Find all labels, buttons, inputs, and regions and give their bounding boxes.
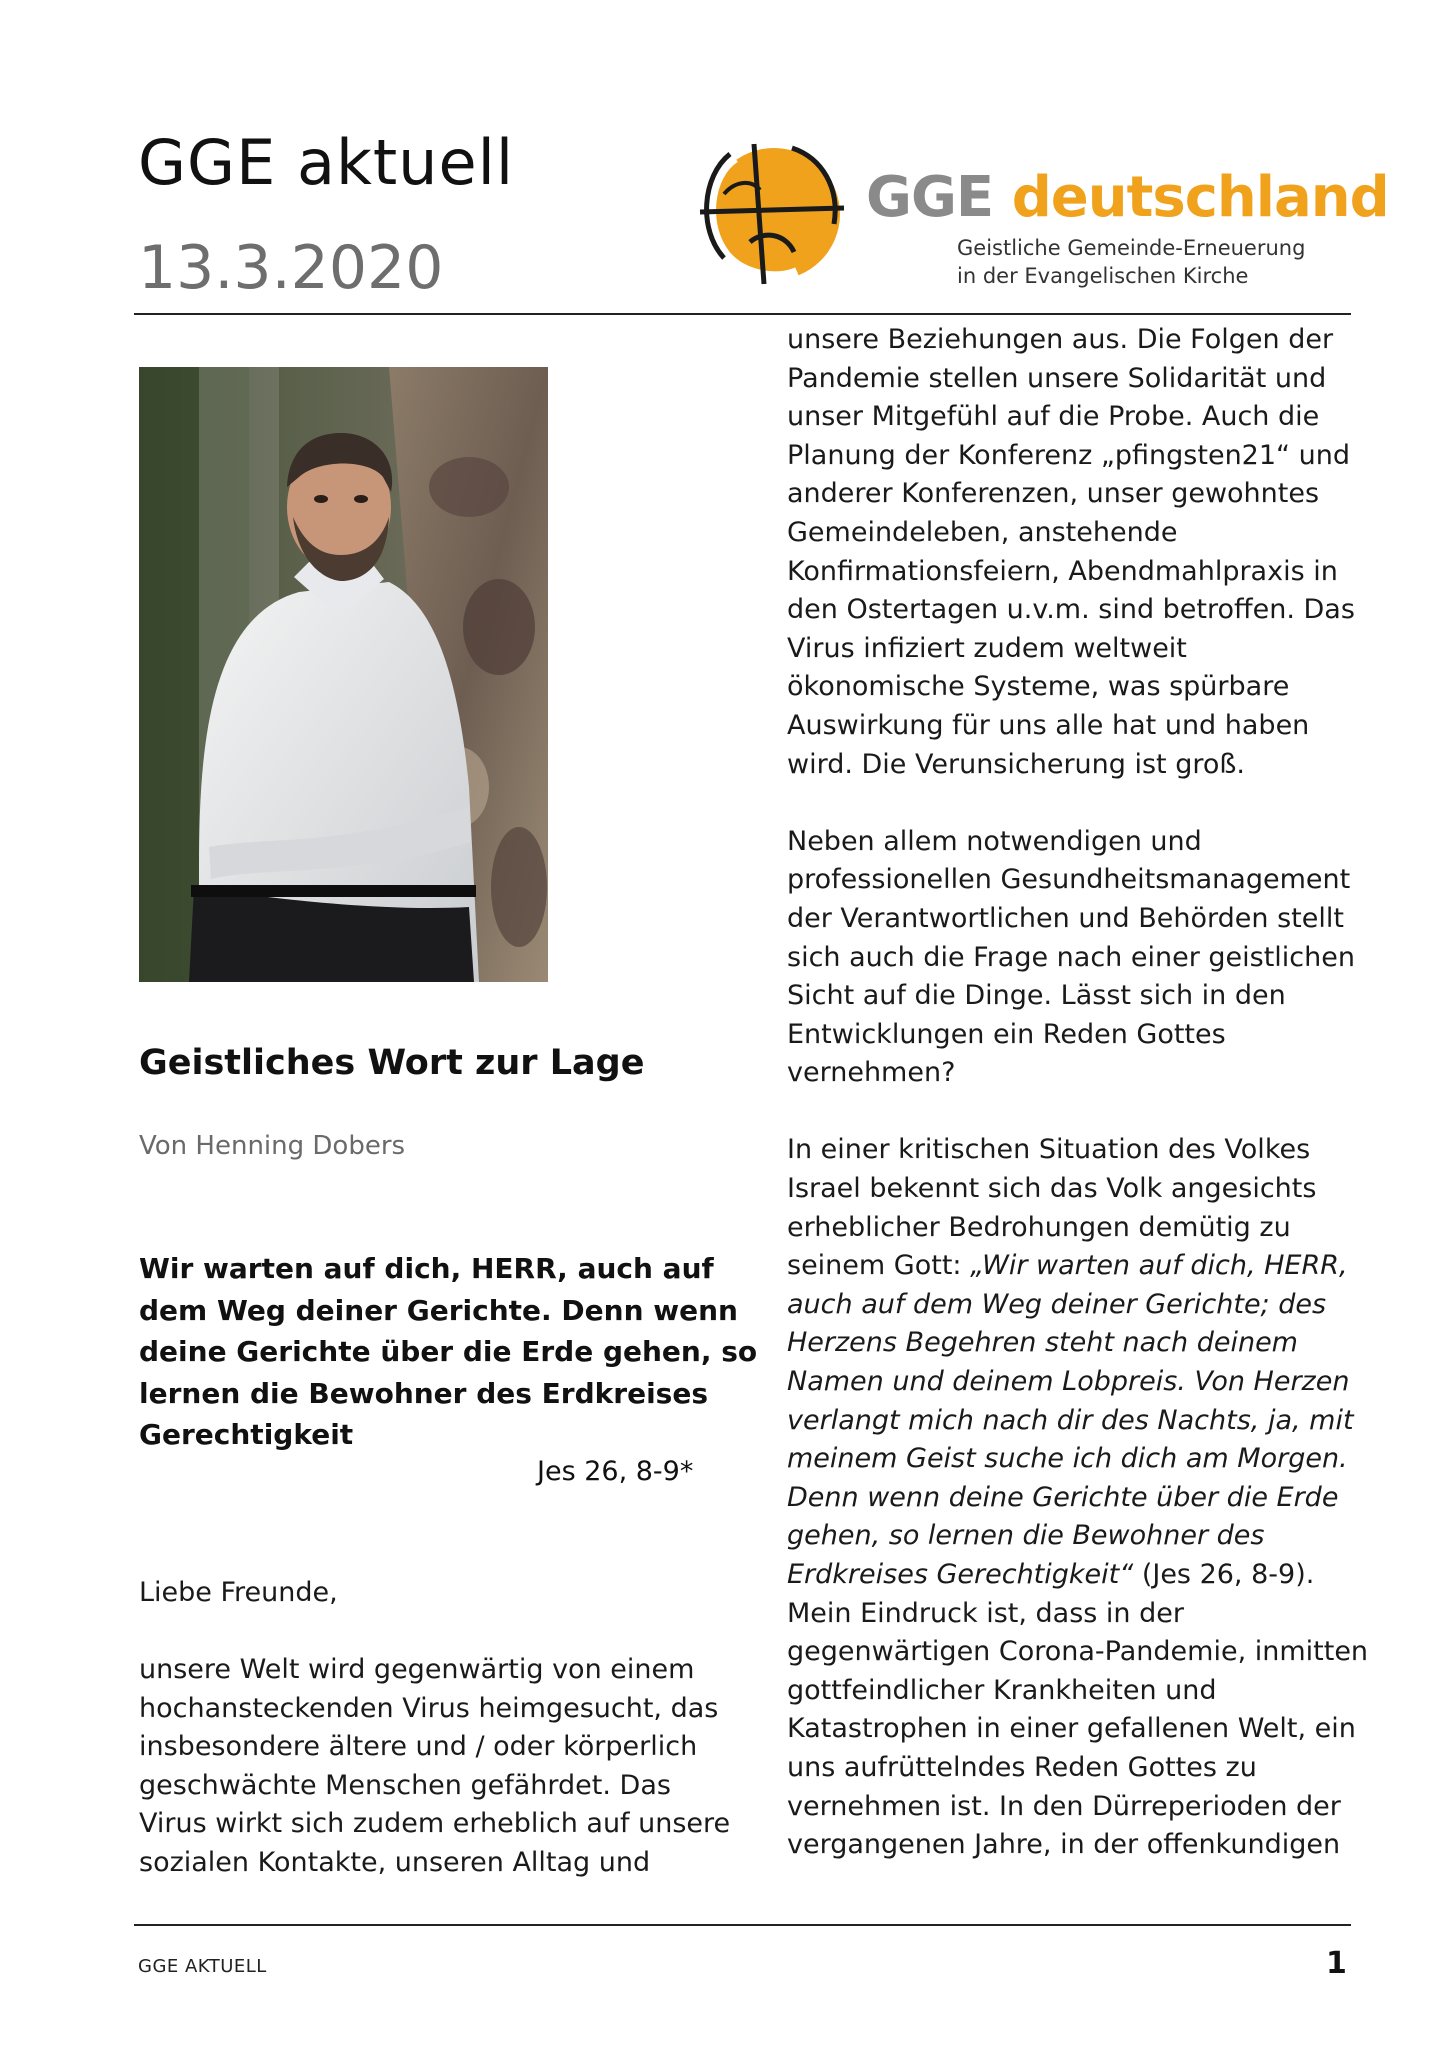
text-line: sozialen Kontakte, unseren Alltag und	[139, 1846, 651, 1878]
quoted-text-run: „Wir warten auf dich, HERR,	[970, 1250, 1348, 1282]
text-line: Virus wirkt sich zudem erheblich auf unsere	[139, 1808, 731, 1840]
logo-word-deutschland: deutschland	[1011, 165, 1389, 230]
paragraph-gap	[787, 784, 1368, 823]
footer-label: GGE AKTUELL	[138, 1956, 267, 1977]
text-line: gottfeindlicher Krankheiten und	[787, 1674, 1217, 1706]
body-paragraph	[787, 823, 1368, 1093]
text-line: professionellen Gesundheitsmanagement	[787, 864, 1351, 896]
text-line: den Ostertagen u.v.m. sind betroffen. Das	[787, 594, 1355, 626]
quoted-text-line: auch auf dem Weg deiner Gerichte; des	[787, 1288, 1327, 1320]
text-line: uns aufrüttelndes Reden Gottes zu	[787, 1751, 1257, 1783]
text-line: insbesondere ältere und / oder körperlich	[139, 1731, 698, 1763]
text-line: Sicht auf die Dinge. Lässt sich in den	[787, 980, 1286, 1012]
article-byline: Von Henning Dobers	[139, 1131, 406, 1161]
gge-logo-mark-icon	[694, 134, 848, 288]
author-photo	[139, 367, 548, 982]
quoted-text-line: Namen und deinem Lobpreis. Von Herzen	[787, 1366, 1350, 1398]
quote-line: Gerechtigkeit	[139, 1418, 354, 1451]
article-title: Geistliches Wort zur Lage	[139, 1043, 645, 1083]
text-line: Gemeindeleben, anstehende	[787, 516, 1178, 548]
text-line: erheblicher Bedrohungen demütig zu	[787, 1211, 1291, 1243]
text-line: In einer kritischen Situation des Volkes	[787, 1134, 1311, 1166]
text-line: unsere Beziehungen aus. Die Folgen der	[787, 324, 1334, 355]
text-line: Neben allem notwendigen und	[787, 825, 1202, 857]
text-line: hochansteckenden Virus heimgesucht, das	[139, 1692, 719, 1724]
quoted-text-line: gehen, so lernen die Bewohner des	[787, 1520, 1265, 1552]
logo-subtitle-line2: in der Evangelischen Kirche	[957, 264, 1249, 288]
text-line: vernehmen?	[787, 1057, 956, 1089]
quoted-text-line: meinem Geist suche ich dich am Morgen.	[787, 1443, 1348, 1475]
paragraph-gap	[787, 1093, 1368, 1132]
body-paragraph	[787, 1131, 1368, 1864]
page-number: 1	[1326, 1946, 1347, 1981]
text-line: Virus infiziert zudem weltweit	[787, 632, 1187, 664]
text-line: gegenwärtigen Corona-Pandemie, inmitten	[787, 1636, 1369, 1668]
text-line: vernehmen ist. In den Dürreperioden der	[787, 1790, 1341, 1822]
text-line: Planung der Konferenz „pfingsten21“ und	[787, 439, 1350, 471]
quoted-text-line: Herzens Begehren steht nach deinem	[787, 1327, 1298, 1359]
text-run: (Jes 26, 8-9).	[1133, 1559, 1315, 1590]
body-column-right	[787, 321, 1368, 1865]
text-line: Pandemie stellen unsere Solidarität und	[787, 362, 1327, 394]
text-line: unser Mitgefühl auf die Probe. Auch die	[787, 401, 1320, 433]
quoted-text-run: Erdkreises Gerechtigkeit“	[787, 1559, 1134, 1590]
body-paragraph	[787, 321, 1368, 784]
quoted-text-line: verlangt mich nach dir des Nachts, ja, mit	[787, 1404, 1354, 1436]
gge-logo-wordmark	[866, 165, 1389, 230]
text-line: Katastrophen in einer gefallenen Welt, ein	[787, 1713, 1356, 1745]
text-run: seinem Gott:	[787, 1250, 971, 1282]
text-line: Mein Eindruck ist, dass in der	[787, 1597, 1184, 1629]
text-line	[787, 1247, 1368, 1286]
bible-quote	[139, 1248, 758, 1456]
text-line: ökonomische Systeme, was spürbare	[787, 671, 1290, 703]
quoted-text-line: Denn wenn deine Gerichte über die Erde	[787, 1481, 1339, 1513]
quote-line: dem Weg deiner Gerichte. Denn wenn	[139, 1293, 738, 1327]
quote-line: Wir warten auf dich, HERR, auch auf	[139, 1252, 714, 1285]
logo-word-gge: GGE	[866, 165, 994, 230]
header-divider	[134, 313, 1351, 315]
text-line: anderer Konferenzen, unser gewohntes	[787, 478, 1320, 510]
text-line: wird. Die Verunsicherung ist groß.	[787, 748, 1245, 780]
body-paragraph-left	[139, 1651, 730, 1883]
text-line: Konfirmationsfeiern, Abendmahlpraxis in	[787, 555, 1338, 587]
text-line: geschwächte Menschen gefährdet. Das	[139, 1769, 671, 1801]
quote-line: lernen die Bewohner des Erdkreises	[139, 1376, 708, 1410]
text-line: Israel bekennt sich das Volk angesichts	[787, 1173, 1317, 1205]
text-line	[787, 1556, 1368, 1595]
logo-subtitle-line1: Geistliche Gemeinde-Erneuerung	[957, 236, 1306, 260]
salutation: Liebe Freunde,	[139, 1577, 338, 1608]
text-line: sich auch die Frage nach einer geistlichen	[787, 941, 1355, 973]
issue-date: 13.3.2020	[138, 233, 444, 303]
newsletter-title: GGE aktuell	[138, 126, 515, 199]
quote-line: deine Gerichte über die Erde gehen, so	[139, 1335, 758, 1368]
footer-divider	[134, 1924, 1351, 1926]
text-line: vergangenen Jahre, in der offenkundigen	[787, 1829, 1341, 1861]
text-line: unsere Welt wird gegenwärtig von einem	[139, 1654, 695, 1685]
text-line: Auswirkung für uns alle hat und haben	[787, 709, 1310, 741]
quote-reference: Jes 26, 8-9*	[537, 1456, 694, 1487]
text-line: Entwicklungen ein Reden Gottes	[787, 1018, 1226, 1050]
text-line: der Verantwortlichen und Behörden stellt	[787, 902, 1344, 934]
